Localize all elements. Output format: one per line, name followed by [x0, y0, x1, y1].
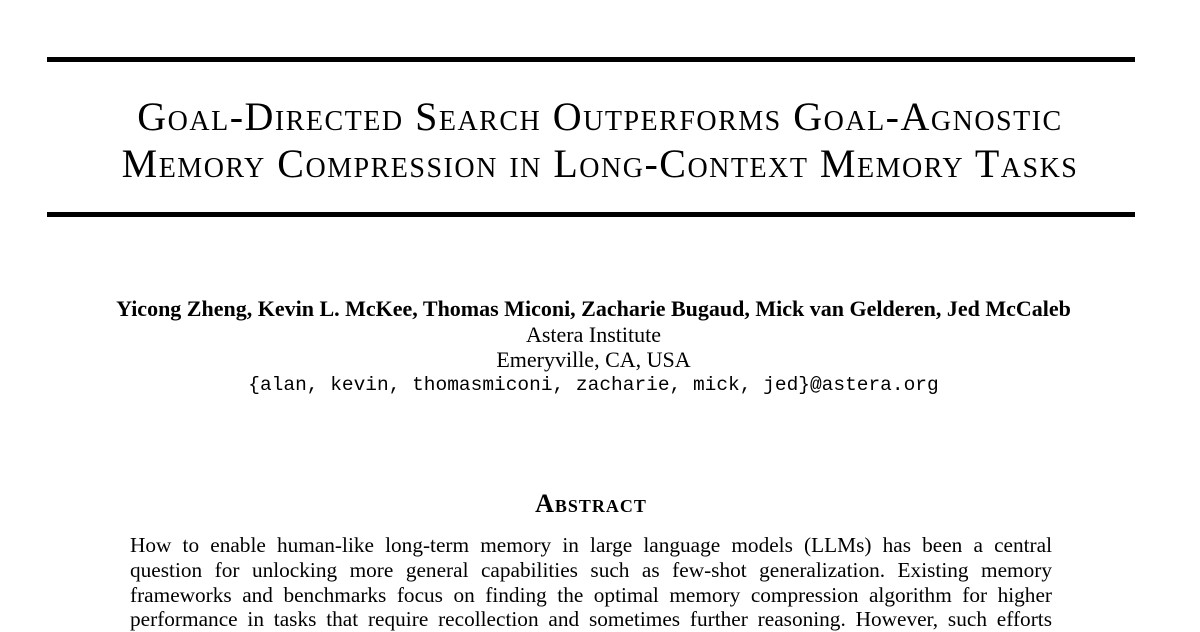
abstract-line: performance in tasks that require recollection and sometimes further reasoning. However, such efforts	[130, 607, 1052, 632]
paper-title-line-2: Memory Compression in Long-Context Memory Tasks	[121, 141, 1079, 186]
abstract-line: question for unlocking more general capabilities such as few-shot generalization. Existing memory	[130, 557, 1052, 582]
author-block	[0, 296, 1187, 398]
title-rule-bottom	[47, 212, 1135, 217]
affiliation: Astera Institute	[525, 322, 662, 347]
abstract-line: How to enable human-like long-term memory in large language models (LLMs) has been a central	[130, 533, 1052, 557]
location: Emeryville, CA, USA	[496, 347, 691, 372]
paper-title-line-1: Goal-Directed Search Outperforms Goal-Agnostic	[137, 94, 1063, 139]
title-rule-top	[47, 57, 1135, 62]
abstract-heading: Abstract	[535, 489, 647, 518]
paper-title	[30, 93, 1170, 187]
abstract-body	[130, 533, 1052, 632]
author-list: Yicong Zheng, Kevin L. McKee, Thomas Miconi, Zacharie Bugaud, Mick van Gelderen, Jed McCaleb	[116, 296, 1071, 321]
author-emails: {alan, kevin, thomasmiconi, zacharie, mick, jed}@astera.org	[248, 374, 939, 396]
abstract-line: frameworks and benchmarks focus on finding the optimal memory compression algorithm for higher	[130, 582, 1052, 607]
